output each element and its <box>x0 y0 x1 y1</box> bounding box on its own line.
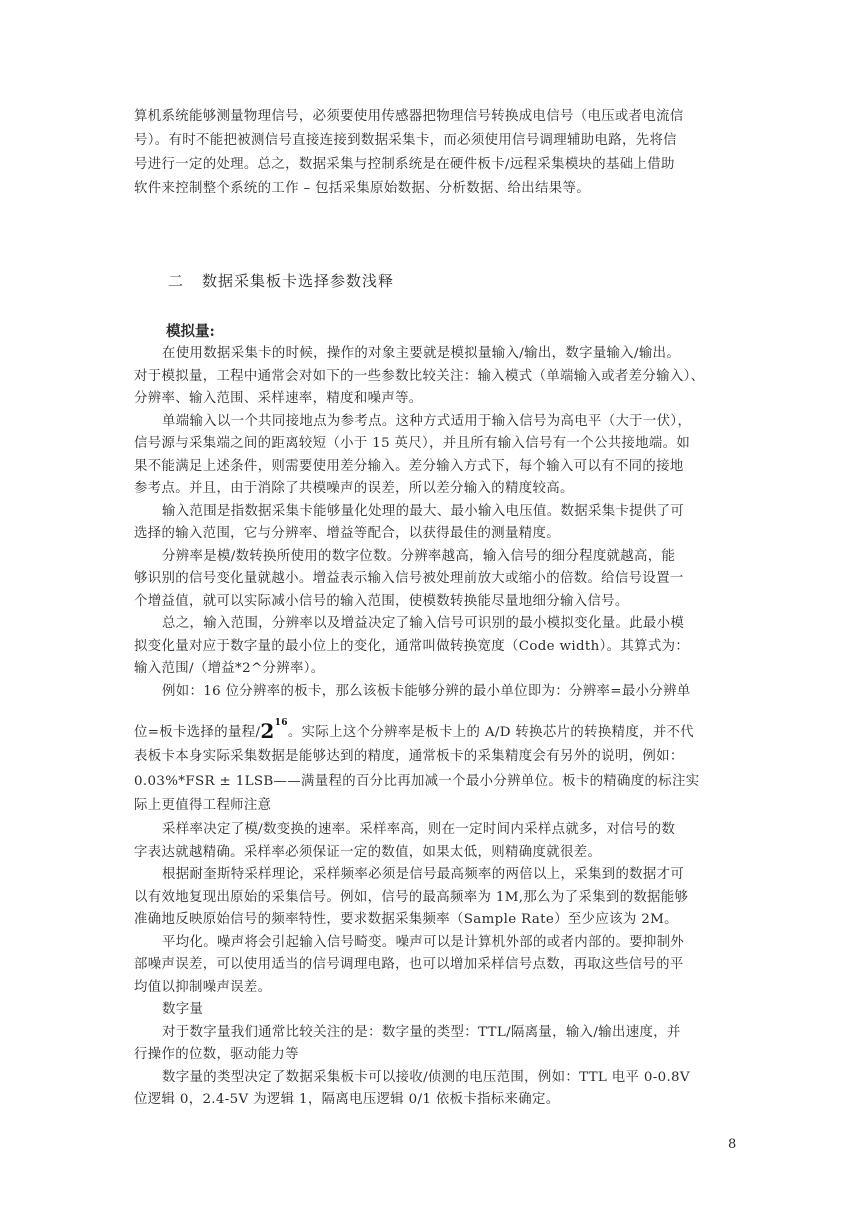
body-line: 总之，输入范围，分辨率以及增益决定了输入信号可识别的最小模拟变化量。此最小模 <box>162 616 685 631</box>
body-line: 表板卡本身实际采集数据是能够达到的精度，通常板卡的采集精度会有另外的说明，例如： <box>134 749 684 764</box>
body-line: 在使用数据采集卡的时候，操作的对象主要就是模拟量输入/输出，数字量输入/输出。 <box>162 346 681 361</box>
body-line: 选择的输入范围，它与分辨率、增益等配合，以获得最佳的测量精度。 <box>134 526 560 541</box>
page-number: 8 <box>728 1137 737 1152</box>
body-line: 分辨率是模/数转换所使用的数字位数。分辨率越高，输入信号的细分程度就越高，能 <box>162 549 676 564</box>
body-line: 位逻辑 0，2.4-5V 为逻辑 1，隔离电压逻辑 0/1 依板卡指标来确定。 <box>134 1092 560 1107</box>
formula-exponent: 16 <box>274 718 288 728</box>
body-line: 对于模拟量，工程中通常会对如下的一些参数比较关注：输入模式（单端输入或者差分输入）、 <box>134 369 705 384</box>
body-line: 信号源与采集端之间的距离较短（小于 15 英尺），并且所有输入信号有一个公共接地端。如 <box>134 436 691 451</box>
formula-after: 。实际上这个分辨率是板卡上的 A/D 转换芯片的转换精度，并不代 <box>287 725 695 740</box>
body-line: 对于数字量我们通常比较关注的是：数字量的类型：TTL/隔离量，输入/输出速度，并 <box>162 1025 681 1040</box>
body-line: 采样率决定了模/数变换的速率。采样率高，则在一定时间内采样点就多，对信号的数 <box>162 822 676 837</box>
body-line: 输入范围/（增益*2^分辨率）。 <box>134 661 325 676</box>
body-line: 果不能满足上述条件，则需要使用差分输入。差分输入方式下，每个输入可以有不同的接地 <box>134 459 684 474</box>
body-line: 分辨率、输入范围、采样速率，精度和噪声等。 <box>134 391 423 406</box>
body-line: 个增益值，就可以实际减小信号的输入范围，使模数转换能尽量地细分输入信号。 <box>134 594 629 609</box>
intro-line-3: 号进行一定的处理。总之，数据采集与控制系统是在硬件板卡/远程采集模块的基础上借助 <box>134 157 675 172</box>
body-line: 输入范围是指数据采集卡能够量化处理的最大、最小输入电压值。数据采集卡提供了可 <box>162 504 685 519</box>
section-heading <box>168 270 394 291</box>
body-line: 字表达就越精确。采样率必须保证一定的数值，如果太低，则精确度就很差。 <box>134 845 602 860</box>
intro-line-2: 号）。有时不能把被测信号直接连接到数据采集卡，而必须使用信号调理辅助电路，先将信 <box>134 133 677 148</box>
formula-line <box>134 712 694 744</box>
body-line: 部噪声误差，可以使用适当的信号调理电路，也可以增加采样信号点数，再取这些信号的平 <box>134 957 684 972</box>
body-line: 均值以抑制噪声误差。 <box>134 980 272 995</box>
intro-line-4: 软件来控制整个系统的工作 – 包括采集原始数据、分析数据、给出结果等。 <box>134 181 590 196</box>
section-number: 二 <box>168 272 185 290</box>
body-line: 0.03%*FSR ± 1LSB——满量程的百分比再加减一个最小分辨单位。板卡的精确度的标注实 <box>134 774 700 789</box>
body-line: 拟变化量对应于数字量的最小位上的变化，通常叫做转换宽度（Code width）。其算式为： <box>134 639 690 654</box>
body-line: 平均化。噪声将会引起输入信号畸变。噪声可以是计算机外部的或者内部的。要抑制外 <box>162 935 685 950</box>
body-line: 数字量 <box>162 1002 204 1017</box>
intro-line-1: 算机系统能够测量物理信号，必须要使用传感器把物理信号转换成电信号（电压或者电流信 <box>134 109 684 124</box>
body-line: 够识别的信号变化量就越小。增益表示输入信号被处理前放大或缩小的倍数。给信号设置一 <box>134 571 684 586</box>
section-title: 数据采集板卡选择参数浅释 <box>202 272 395 290</box>
body-line: 际上更值得工程师注意 <box>134 798 272 813</box>
formula-before: 位=板卡选择的量程/ <box>134 725 261 740</box>
body-line: 单端输入以一个共同接地点为参考点。这种方式适用于输入信号为高电平（大于一伏）， <box>162 414 692 429</box>
body-line: 例如：16 位分辨率的板卡，那么该板卡能够分辨的最小单位即为：分辨率=最小分辨单 <box>162 684 691 699</box>
body-line: 数字量的类型决定了数据采集板卡可以接收/侦测的电压范围，例如：TTL 电平 0-0.8V <box>162 1070 690 1085</box>
subheading-analog: 模拟量: <box>166 323 215 340</box>
body-line: 参考点。并且，由于消除了共模噪声的误差，所以差分输入的精度较高。 <box>134 481 574 496</box>
body-line: 行操作的位数，驱动能力等 <box>134 1047 299 1062</box>
body-line: 准确地反映原始信号的频率特性，要求数据采集频率（Sample Rate）至少应该为 2M。 <box>134 912 678 927</box>
body-line: 根据耐奎斯特采样理论，采样频率必须是信号最高频率的两倍以上，采集到的数据才可 <box>162 867 685 882</box>
body-line: 以有效地复现出原始的采集信号。例如，信号的最高频率为 1M,那么为了采集到的数据能够 <box>134 890 689 905</box>
formula-base: 2 <box>260 719 275 743</box>
